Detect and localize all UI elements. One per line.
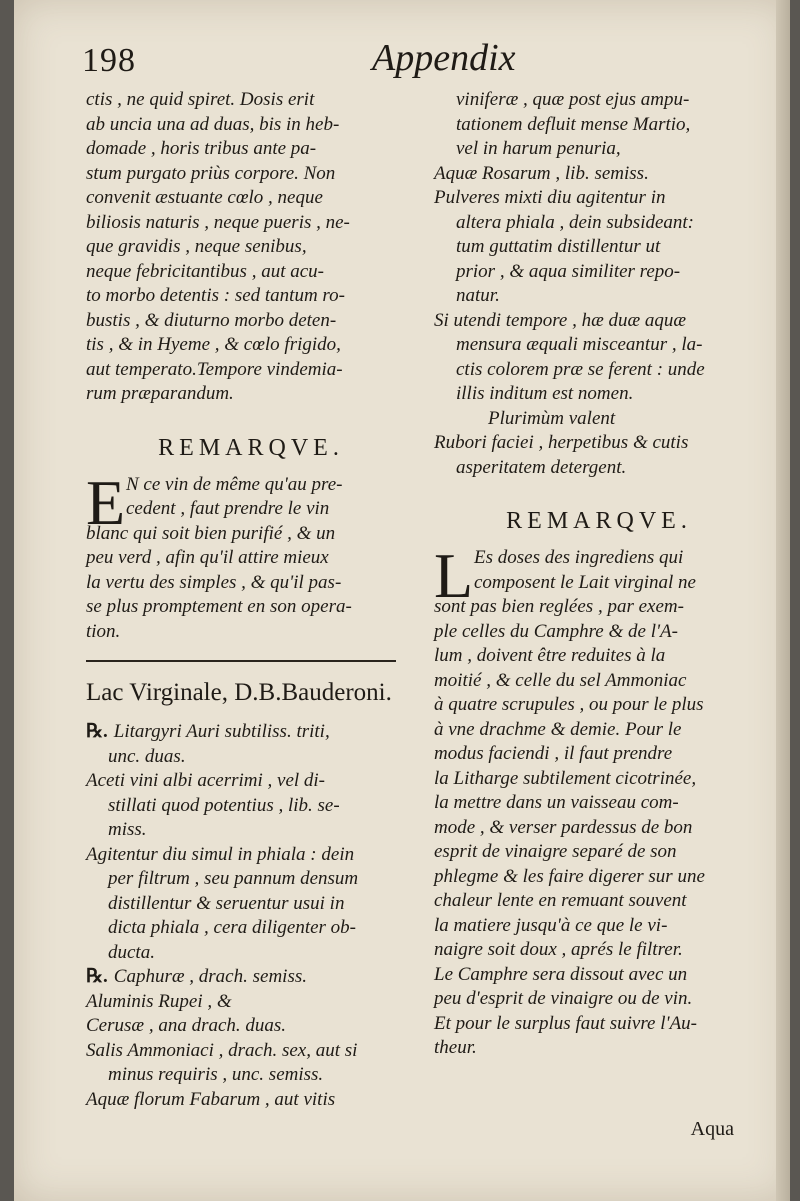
- recipe-line: [86, 1088, 416, 1113]
- text-line: ab uncia una ad duas, bis in heb-: [86, 113, 340, 135]
- text-line: Rubori faciei , herpetibus & cutis: [434, 432, 689, 453]
- text-line: altera phiala , dein subsideant:: [456, 211, 695, 233]
- running-title: Appendix: [372, 37, 516, 79]
- remark-line: se plus promptement en son opera-: [86, 596, 352, 617]
- text-line: Si utendi tempore , hæ duæ aquæ: [434, 309, 687, 331]
- page-number: 198: [82, 42, 136, 79]
- remark-line: peu d'esprit de vinaigre ou de vin.: [434, 988, 693, 1009]
- right-top-text: [434, 88, 764, 480]
- recipe-line-text: Litargyri Auri subtiliss. triti,: [113, 721, 330, 742]
- remark-line: theur.: [434, 1037, 477, 1058]
- text-line: tum guttatim distillentur ut: [456, 236, 661, 257]
- recipe-line: [86, 941, 416, 966]
- recipe-line-text: minus requiris , unc. semiss.: [108, 1064, 324, 1085]
- recipe-line: [86, 1063, 416, 1088]
- recipe-line-text: Aluminis Rupei , &: [86, 990, 232, 1012]
- left-top-text: [86, 88, 416, 407]
- drop-cap-left: E: [86, 466, 126, 538]
- text-line: vel in harum penuria,: [456, 138, 621, 159]
- recipe-line: [86, 769, 416, 794]
- recipe-line: [86, 965, 416, 990]
- text-line: tis , & in Hyeme , & cœlo frigido,: [86, 334, 341, 355]
- text-line: to morbo detentis : sed tantum ro-: [86, 285, 345, 306]
- remark-line: chaleur lente en remuant souvent: [434, 890, 687, 911]
- recipe-line-text: ducta.: [108, 941, 155, 963]
- recipe-line: [86, 794, 416, 819]
- remark-paragraph-right: [434, 540, 764, 1061]
- remark-line: la matiere jusqu'à ce que le vi-: [434, 914, 668, 936]
- recipe-line: [86, 720, 416, 745]
- remark-line: Et pour le surplus faut suivre l'Au-: [434, 1012, 698, 1034]
- recipe-line: [86, 1039, 416, 1064]
- text-line: domade , horis tribus ante pa-: [86, 138, 317, 159]
- text-line: ctis , ne quid spiret. Dosis erit: [86, 89, 315, 110]
- recipe-title: Lac Virginale, D.B.Bauderoni.: [86, 679, 392, 706]
- recipe-line: [86, 1014, 416, 1039]
- recipe-line-text: Agitentur diu simul in phiala : dein: [86, 843, 355, 865]
- recipe-line: [86, 990, 416, 1015]
- left-column: [86, 88, 416, 1112]
- remark-line: blanc qui soit bien purifié , & un: [86, 522, 336, 544]
- remark-line: phlegme & les faire digerer sur une: [434, 865, 705, 887]
- text-line: aut temperato.Tempore vindemia-: [86, 358, 343, 380]
- recipe-line: [86, 867, 416, 892]
- recipe-line-text: Caphuræ , drach. semiss.: [113, 966, 307, 987]
- recipe-line-text: Cerusæ , ana drach. duas.: [86, 1015, 287, 1036]
- text-line: asperitatem detergent.: [456, 456, 627, 478]
- text-line: tationem defluit mense Martio,: [456, 113, 691, 135]
- recipe-symbol: ℞.: [86, 721, 108, 742]
- text-line: illis inditum est nomen.: [456, 383, 634, 404]
- remark-line: la mettre dans un vaisseau com-: [434, 792, 679, 813]
- text-line: convenit æstuante cœlo , neque: [86, 187, 323, 208]
- remark-line: à quatre scrupules , ou pour le plus: [434, 694, 704, 715]
- right-column: [434, 88, 764, 1061]
- remark-text-right: [434, 540, 764, 1061]
- remark-line: esprit de vinaigre separé de son: [434, 841, 677, 862]
- page-edge: [776, 0, 790, 1201]
- text-line: natur.: [456, 285, 500, 306]
- remark-line: sont pas bien reglées , par exem-: [434, 596, 684, 617]
- recipe-line-text: dicta phiala , cera diligenter ob-: [108, 917, 357, 938]
- text-line: neque febricitantibus , aut acu-: [86, 260, 324, 282]
- remark-line: N ce vin de même qu'au pre-: [126, 473, 343, 495]
- remark-line: moitié , & celle du sel Ammoniac: [434, 669, 687, 691]
- recipe-line-text: Aceti vini albi acerrimi , vel di-: [86, 770, 326, 791]
- remark-line: tion.: [86, 620, 121, 642]
- remark-line: cedent , faut prendre le vin: [126, 498, 330, 519]
- remark-line: Es doses des ingrediens qui: [474, 547, 684, 568]
- drop-cap-right: L: [434, 540, 474, 611]
- remark-line: lum , doivent être reduites à la: [434, 645, 666, 666]
- text-line: Plurimùm valent: [488, 407, 616, 429]
- recipe-line: [86, 843, 416, 868]
- remark-line: à vne drachme & demie. Pour le: [434, 718, 682, 740]
- text-line: viniferæ , quæ post ejus ampu-: [456, 89, 690, 110]
- recipe-line: [86, 745, 416, 770]
- remark-line: naigre soit doux , aprés le filtrer.: [434, 939, 683, 960]
- recipe-text: [86, 720, 416, 1112]
- recipe-line-text: Aquæ florum Fabarum , aut vitis: [86, 1088, 336, 1110]
- text-line: mensura æquali misceantur , la-: [456, 334, 703, 355]
- remark-line: ple celles du Camphre & de l'A-: [434, 620, 678, 642]
- catchword: Aqua: [690, 1118, 734, 1140]
- recipe-line: [86, 916, 416, 941]
- running-head: [14, 36, 790, 86]
- text-line: ctis colorem præ se ferent : unde: [456, 358, 705, 380]
- recipe-line: [86, 892, 416, 917]
- text-line: biliosis naturis , neque pueris , ne-: [86, 211, 350, 233]
- recipe-line: [86, 818, 416, 843]
- text-line: prior , & aqua similiter repo-: [456, 260, 681, 282]
- recipe-line-text: stillati quod potentius , lib. se-: [108, 794, 340, 816]
- recipe-line-text: per filtrum , seu pannum densum: [108, 868, 359, 889]
- text-line: stum purgato priùs corpore. Non: [86, 162, 336, 184]
- remark-paragraph-left: [86, 466, 416, 645]
- recipe-line-text: distillentur & seruentur usui in: [108, 892, 345, 914]
- remark-line: peu verd , afin qu'il attire mieux: [86, 547, 329, 568]
- text-line: rum præparandum.: [86, 383, 234, 404]
- remark-line: la vertu des simples , & qu'il pas-: [86, 571, 342, 593]
- remark-heading-left: REMARQVE.: [158, 434, 344, 461]
- section-divider: [86, 660, 396, 662]
- recipe-symbol: ℞.: [86, 966, 108, 987]
- remark-heading-right: REMARQVE.: [506, 508, 692, 534]
- recipe-line-text: miss.: [108, 819, 147, 840]
- remark-line: mode , & verser pardessus de bon: [434, 816, 693, 838]
- text-line: Aquæ Rosarum , lib. semiss.: [434, 162, 649, 184]
- remark-line: modus faciendi , il faut prendre: [434, 743, 673, 764]
- text-line: bustis , & diuturno morbo deten-: [86, 309, 337, 331]
- remark-line: composent le Lait virginal ne: [474, 571, 696, 593]
- remark-line: la Litharge subtilement cicotrinée,: [434, 767, 697, 789]
- text-line: Pulveres mixti diu agitentur in: [434, 187, 666, 208]
- recipe-line-text: unc. duas.: [108, 745, 186, 767]
- recipe-line-text: Salis Ammoniaci , drach. sex, aut si: [86, 1039, 358, 1061]
- text-line: que gravidis , neque senibus,: [86, 236, 307, 257]
- remark-text-left: [86, 466, 416, 645]
- book-page: [14, 0, 790, 1201]
- remark-line: Le Camphre sera dissout avec un: [434, 963, 688, 985]
